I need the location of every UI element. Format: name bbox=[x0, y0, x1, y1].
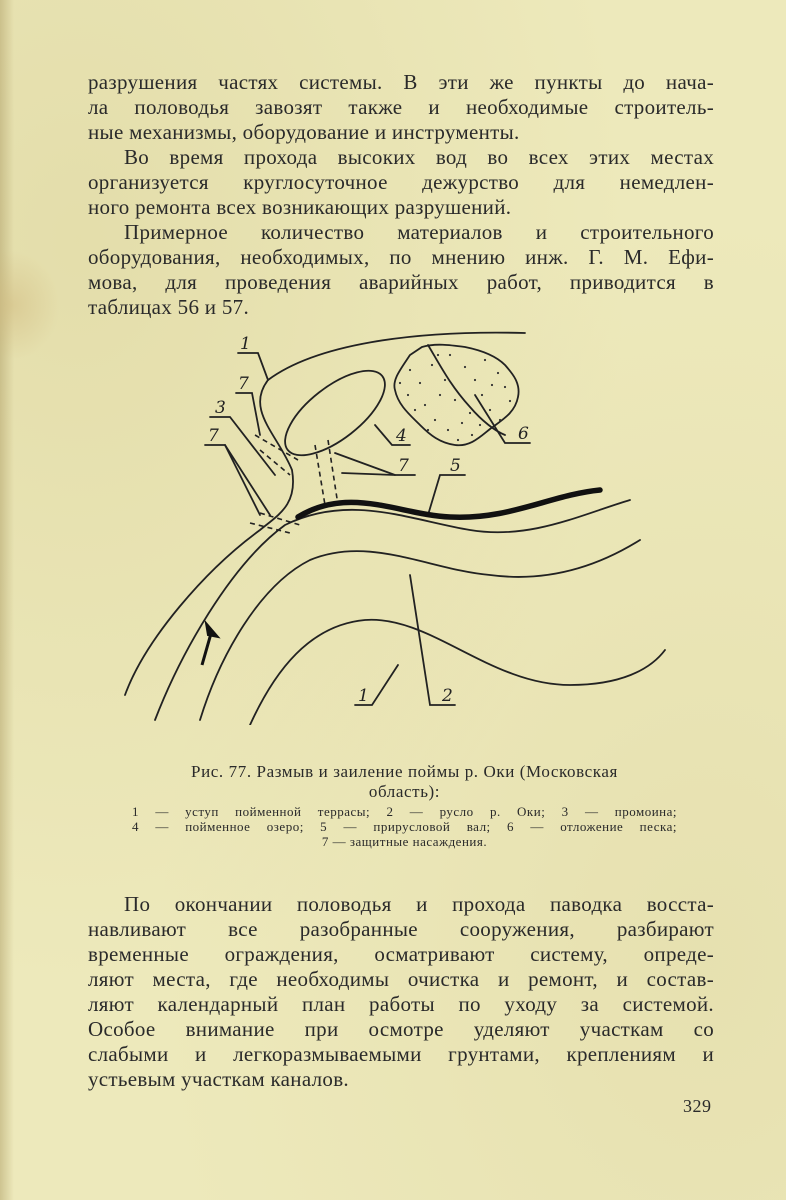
label-1-bottom: 1 bbox=[358, 686, 369, 706]
page-edge-shadow bbox=[0, 0, 14, 1200]
protective-planting-3 bbox=[315, 445, 325, 505]
sand-deposit bbox=[394, 345, 518, 446]
sand-split-line bbox=[428, 345, 505, 435]
page-number: 329 bbox=[683, 1096, 712, 1116]
legend-line: 4 — пойменное озеро; 5 — прирусловой вал; 6 — отложение песка; bbox=[132, 819, 677, 834]
text-line: ные механизмы, оборудование и инструменты. bbox=[88, 120, 520, 144]
text-line: Особое внимание при осмотре уделяют участкам со bbox=[88, 1017, 714, 1041]
legend-line: 7 — защитные насаждения. bbox=[321, 834, 488, 849]
label-1-top: 1 bbox=[240, 334, 251, 354]
label-3: 3 bbox=[215, 398, 226, 418]
text-line: ного ремонта всех возникающих разрушений. bbox=[88, 195, 512, 219]
natural-levee bbox=[298, 490, 600, 517]
label-5: 5 bbox=[450, 456, 461, 476]
label-2: 2 bbox=[442, 686, 453, 706]
text-line: ляют календарный план работы по уходу за системой. bbox=[88, 992, 714, 1016]
text-line: устьевым участкам каналов. bbox=[88, 1067, 349, 1091]
label-7-b: 7 bbox=[208, 426, 219, 446]
flow-arrow bbox=[202, 623, 218, 665]
text-line: Во время прохода высоких вод во всех этих местах bbox=[124, 145, 714, 169]
sand-dots bbox=[399, 354, 511, 441]
leader-7-c-2 bbox=[342, 473, 395, 475]
floodplain-diagram bbox=[110, 325, 680, 725]
text-line: временные ограждения, осматривают систему, опреде- bbox=[88, 942, 714, 966]
text-line: оборудования, необходимых, по мнению инж. Г. М. Ефи- bbox=[88, 245, 714, 269]
text-line: разрушения частях системы. В эти же пункты до нача- bbox=[88, 70, 714, 94]
text-line: мова, для проведения аварийных работ, приводится в bbox=[88, 270, 714, 294]
protective-planting-4 bbox=[328, 440, 338, 505]
text-line: организуется круглосуточное дежурство для немедлен- bbox=[88, 170, 714, 194]
label-7-c: 7 bbox=[398, 456, 409, 476]
figure-caption bbox=[132, 762, 677, 802]
text-line: ла половодья завозят также и необходимые строитель- bbox=[88, 95, 714, 119]
text-line: По окончании половодья и прохода паводка восста- bbox=[124, 892, 714, 916]
text-line: навливают все разобранные сооружения, разбирают bbox=[88, 917, 714, 941]
leader-3 bbox=[210, 417, 275, 475]
top-text-block bbox=[88, 70, 714, 320]
terrace-ledge-top bbox=[268, 333, 525, 380]
text-line: таблицах 56 и 57. bbox=[88, 295, 250, 319]
text-line: слабыми и легкоразмываемыми грунтами, креплениям и bbox=[88, 1042, 714, 1066]
caption-line: область): bbox=[368, 782, 441, 801]
label-6: 6 bbox=[518, 424, 529, 444]
figure-legend bbox=[132, 804, 677, 849]
paragraph-continuation bbox=[88, 70, 714, 145]
text-line: ляют места, где необходимы очистка и ремонт, и состав- bbox=[88, 967, 714, 991]
legend-line: 1 — уступ пойменной террасы; 2 — русло р. Оки; 3 — промоина; bbox=[132, 804, 677, 819]
text-line: Примерное количество материалов и строительного bbox=[124, 220, 714, 244]
paper-stain bbox=[0, 250, 60, 360]
bottom-text-block bbox=[88, 892, 714, 1092]
terrace-ledge-bottom bbox=[250, 620, 665, 725]
caption-line: Рис. 77. Размыв и заиление поймы р. Оки (Московская bbox=[191, 762, 618, 781]
leader-7-b-2 bbox=[225, 445, 260, 515]
river-bank-upper bbox=[155, 500, 630, 720]
paragraph-after-flood bbox=[88, 892, 714, 1092]
paragraph-duty bbox=[88, 145, 714, 220]
protective-planting-5 bbox=[260, 513, 300, 525]
protective-planting-6 bbox=[250, 523, 290, 533]
paragraph-materials bbox=[88, 220, 714, 320]
leader-5 bbox=[428, 475, 465, 515]
label-4: 4 bbox=[396, 426, 407, 446]
label-7-a: 7 bbox=[238, 374, 249, 394]
